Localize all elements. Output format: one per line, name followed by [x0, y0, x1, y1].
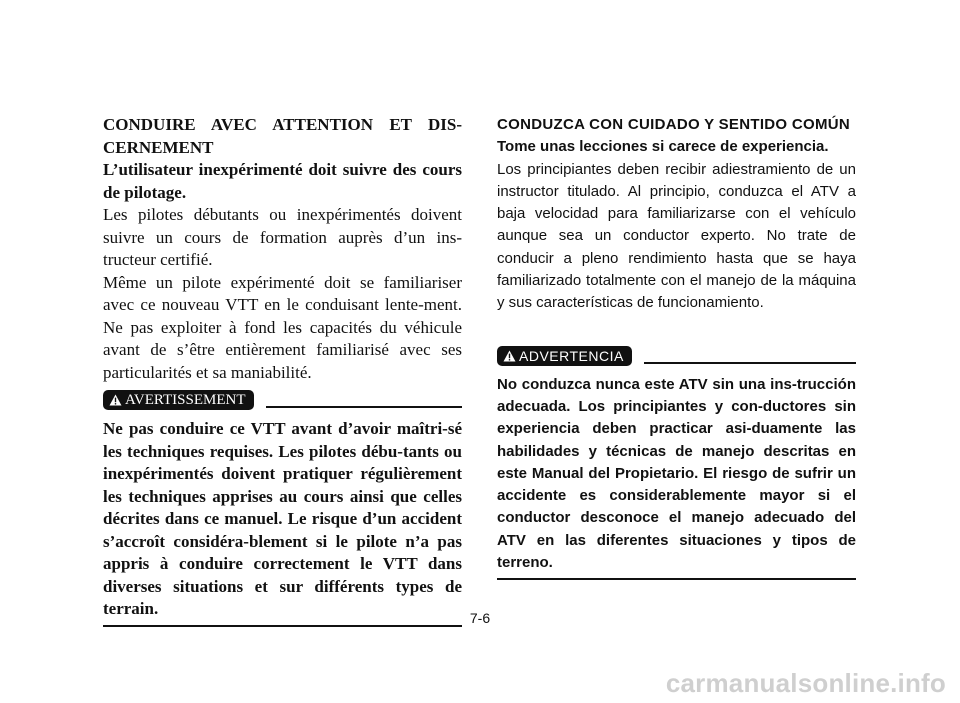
warning-triangle-icon [503, 350, 516, 362]
spanish-heading: CONDUZCA CON CUIDADO Y SENTIDO COMÚN [497, 116, 851, 133]
french-paragraph-2: Même un pilote expérimenté doit se familiariser avec ce nouveau VTT en le conduisant lente-ment. Ne pas exploiter à fond les capacités du véhicule avant de s’être entièrement familiarisé avec ses particularités et sa maniabilité. [103, 272, 462, 382]
page-number: 7-6 [469, 610, 491, 626]
french-warning-text: Ne pas conduire ce VTT avant d’avoir maîtri-sé les techniques requises. Les pilotes débu-tants ou inexpérimentés doivent pratiquer régulièrement les techniques apprises au cours ainsi que celles décrites dans ce manuel. Le risque d’un accident s’accroît considéra-blement si le pilote n’a pas appris à conduire correctement le VTT dans diverses situations et sur différents types de terrain. [103, 419, 462, 618]
french-heading: CONDUIRE AVEC ATTENTION ET DIS-CERNEMENT [103, 115, 462, 157]
spanish-paragraph-1: Los principiantes deben recibir adiestramiento de un instructor titulado. Al principio, conduzca el ATV a baja velocidad para familiarizarse con el vehículo aunque sea un conductor experto. No trate de conducir a pleno rendimiento hasta que se haya familiarizado totalmente con el manejo de la máquina y sus características de funcionamiento. [497, 160, 856, 312]
french-paragraph-1: Les pilotes débutants ou inexpérimentés doivent suivre un cours de formation auprès d’un ins-tructeur certifié. [103, 205, 462, 269]
spanish-warning-header [497, 344, 856, 368]
spanish-warning-rule [644, 362, 856, 364]
spanish-warning-badge [497, 346, 632, 366]
french-column [103, 114, 462, 627]
warning-triangle-icon [109, 394, 122, 406]
french-warning-header [103, 388, 462, 412]
french-warning-rule [266, 406, 463, 408]
watermark: carmanualsonline.info [665, 668, 946, 698]
french-subheading: L’utilisateur inexpérimenté doit suivre des cours de pilotage. [103, 160, 462, 202]
spanish-warning-bottom-rule [497, 578, 856, 580]
french-warning-badge [103, 390, 254, 410]
french-warning-label: AVERTISSEMENT [125, 391, 246, 408]
spanish-warning-label: ADVERTENCIA [519, 347, 624, 364]
spanish-column [497, 114, 856, 580]
spanish-subheading: Tome unas lecciones si carece de experiencia. [497, 138, 829, 156]
spanish-warning-text: No conduzca nunca este ATV sin una ins-trucción adecuada. Los principiantes y con-ductores sin experiencia deben practicar asi-duamente las habilidades y técnicas de manejo descritas en este Manual del Propietario. El riesgo de sufrir un accidente es considerablemente mayor si el conductor desconoce el manejo adecuado del ATV en las diferentes situaciones y tipos de terreno. [497, 375, 856, 572]
